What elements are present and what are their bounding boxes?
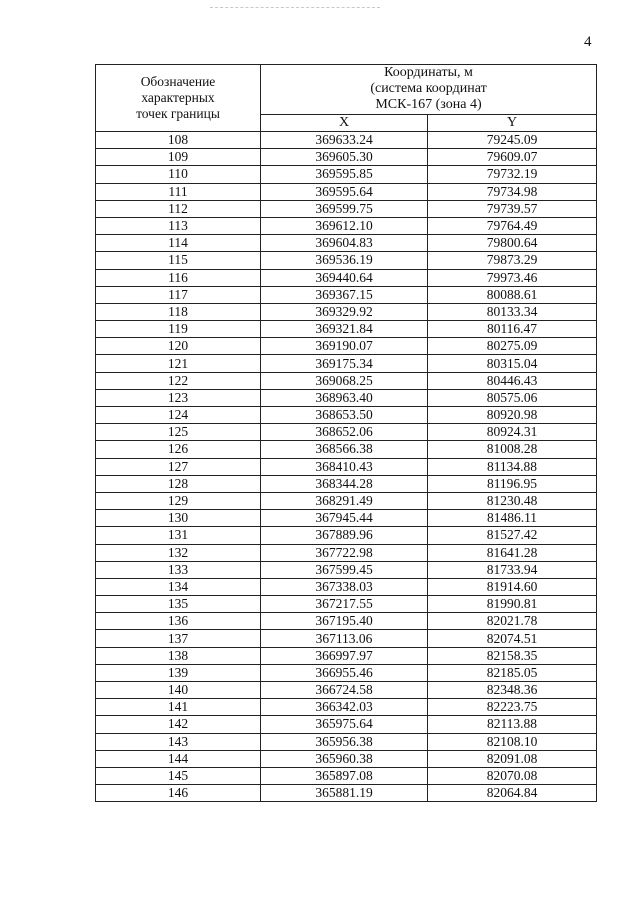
y-cell: 81486.11 [428,510,597,527]
x-cell: 367195.40 [261,613,428,630]
table-row [96,510,597,527]
x-cell: 368410.43 [261,458,428,475]
point-cell: 118 [96,303,261,320]
x-cell: 365881.19 [261,785,428,802]
y-cell: 80575.06 [428,389,597,406]
table-row [96,389,597,406]
x-cell: 369068.25 [261,372,428,389]
y-cell: 80920.98 [428,407,597,424]
x-cell: 369604.83 [261,235,428,252]
point-cell: 146 [96,785,261,802]
y-cell: 82091.08 [428,750,597,767]
x-cell: 369595.64 [261,183,428,200]
y-cell: 81008.28 [428,441,597,458]
y-cell: 79245.09 [428,132,597,149]
x-cell: 369321.84 [261,321,428,338]
table-row [96,682,597,699]
table-row [96,664,597,681]
coordinates-table [95,64,597,802]
point-cell: 131 [96,527,261,544]
table-row [96,149,597,166]
header-name-line: Обозначение [140,74,216,89]
y-cell: 81641.28 [428,544,597,561]
y-cell: 82223.75 [428,699,597,716]
y-cell: 82113.88 [428,716,597,733]
table-row [96,407,597,424]
point-cell: 135 [96,596,261,613]
x-cell: 368963.40 [261,389,428,406]
point-cell: 121 [96,355,261,372]
point-cell: 136 [96,613,261,630]
point-cell: 139 [96,664,261,681]
point-cell: 117 [96,286,261,303]
point-cell: 108 [96,132,261,149]
table-row [96,235,597,252]
header-name-line: точек границы [136,106,220,121]
point-cell: 137 [96,630,261,647]
point-cell: 116 [96,269,261,286]
y-cell: 79609.07 [428,149,597,166]
point-cell: 128 [96,475,261,492]
x-cell: 367722.98 [261,544,428,561]
table-row [96,492,597,509]
table-row [96,424,597,441]
point-cell: 130 [96,510,261,527]
x-cell: 369440.64 [261,269,428,286]
point-cell: 115 [96,252,261,269]
x-cell: 368344.28 [261,475,428,492]
table-row [96,458,597,475]
point-cell: 142 [96,716,261,733]
y-cell: 79873.29 [428,252,597,269]
y-cell: 80315.04 [428,355,597,372]
scan-mark [210,7,380,9]
page-number: 4 [584,34,592,50]
point-cell: 111 [96,183,261,200]
point-cell: 112 [96,200,261,217]
point-cell: 127 [96,458,261,475]
header-point-designation [96,65,261,132]
table-row [96,269,597,286]
header-coordinates [261,65,597,115]
point-cell: 123 [96,389,261,406]
y-cell: 79973.46 [428,269,597,286]
y-cell: 80275.09 [428,338,597,355]
x-cell: 368566.38 [261,441,428,458]
y-cell: 79764.49 [428,217,597,234]
y-cell: 82185.05 [428,664,597,681]
y-cell: 81527.42 [428,527,597,544]
header-x: X [261,114,428,131]
table-row [96,321,597,338]
table-row [96,217,597,234]
point-cell: 109 [96,149,261,166]
x-cell: 369175.34 [261,355,428,372]
y-cell: 79732.19 [428,166,597,183]
x-cell: 369329.92 [261,303,428,320]
y-cell: 81990.81 [428,596,597,613]
point-cell: 122 [96,372,261,389]
y-cell: 81196.95 [428,475,597,492]
y-cell: 80133.34 [428,303,597,320]
point-cell: 119 [96,321,261,338]
table-row [96,355,597,372]
x-cell: 365975.64 [261,716,428,733]
table-row [96,699,597,716]
table-row [96,441,597,458]
x-cell: 369595.85 [261,166,428,183]
header-y: Y [428,114,597,131]
y-cell: 82070.08 [428,767,597,784]
x-cell: 368653.50 [261,407,428,424]
x-cell: 367599.45 [261,561,428,578]
x-cell: 369633.24 [261,132,428,149]
x-cell: 367217.55 [261,596,428,613]
x-cell: 367338.03 [261,578,428,595]
table-row [96,286,597,303]
table-row [96,372,597,389]
table-row [96,303,597,320]
header-name-line: характерных [141,90,215,105]
y-cell: 81733.94 [428,561,597,578]
point-cell: 126 [96,441,261,458]
x-cell: 368291.49 [261,492,428,509]
x-cell: 365960.38 [261,750,428,767]
x-cell: 365897.08 [261,767,428,784]
point-cell: 114 [96,235,261,252]
point-cell: 140 [96,682,261,699]
point-cell: 143 [96,733,261,750]
table-row [96,166,597,183]
y-cell: 79800.64 [428,235,597,252]
x-cell: 369536.19 [261,252,428,269]
point-cell: 124 [96,407,261,424]
point-cell: 134 [96,578,261,595]
y-cell: 82021.78 [428,613,597,630]
y-cell: 82158.35 [428,647,597,664]
y-cell: 80088.61 [428,286,597,303]
point-cell: 138 [96,647,261,664]
y-cell: 81230.48 [428,492,597,509]
y-cell: 82348.36 [428,682,597,699]
x-cell: 366997.97 [261,647,428,664]
point-cell: 141 [96,699,261,716]
table-row [96,785,597,802]
x-cell: 369612.10 [261,217,428,234]
x-cell: 366724.58 [261,682,428,699]
table-row [96,767,597,784]
table-row [96,132,597,149]
y-cell: 82064.84 [428,785,597,802]
table-row [96,252,597,269]
point-cell: 144 [96,750,261,767]
table-row [96,750,597,767]
x-cell: 365956.38 [261,733,428,750]
table-row [96,183,597,200]
table-row [96,578,597,595]
x-cell: 366955.46 [261,664,428,681]
x-cell: 368652.06 [261,424,428,441]
x-cell: 369605.30 [261,149,428,166]
x-cell: 366342.03 [261,699,428,716]
y-cell: 79734.98 [428,183,597,200]
point-cell: 125 [96,424,261,441]
table-row [96,200,597,217]
x-cell: 367113.06 [261,630,428,647]
point-cell: 132 [96,544,261,561]
y-cell: 81914.60 [428,578,597,595]
table-row [96,475,597,492]
table-row [96,733,597,750]
y-cell: 82108.10 [428,733,597,750]
x-cell: 369367.15 [261,286,428,303]
header-coords-line: МСК-167 (зона 4) [375,97,482,113]
table-row [96,561,597,578]
point-cell: 133 [96,561,261,578]
header-coords-line: Координаты, м [384,65,473,81]
header-coords-line: (система координат [370,81,487,97]
table-row [96,647,597,664]
y-cell: 81134.88 [428,458,597,475]
table-row [96,630,597,647]
x-cell: 367889.96 [261,527,428,544]
table-row [96,613,597,630]
table-row [96,716,597,733]
point-cell: 110 [96,166,261,183]
y-cell: 80924.31 [428,424,597,441]
table-body [96,132,597,802]
table-row [96,596,597,613]
x-cell: 367945.44 [261,510,428,527]
point-cell: 145 [96,767,261,784]
x-cell: 369190.07 [261,338,428,355]
table-row [96,544,597,561]
table-row [96,338,597,355]
point-cell: 120 [96,338,261,355]
y-cell: 80446.43 [428,372,597,389]
point-cell: 113 [96,217,261,234]
table-row [96,527,597,544]
point-cell: 129 [96,492,261,509]
x-cell: 369599.75 [261,200,428,217]
y-cell: 80116.47 [428,321,597,338]
y-cell: 82074.51 [428,630,597,647]
y-cell: 79739.57 [428,200,597,217]
